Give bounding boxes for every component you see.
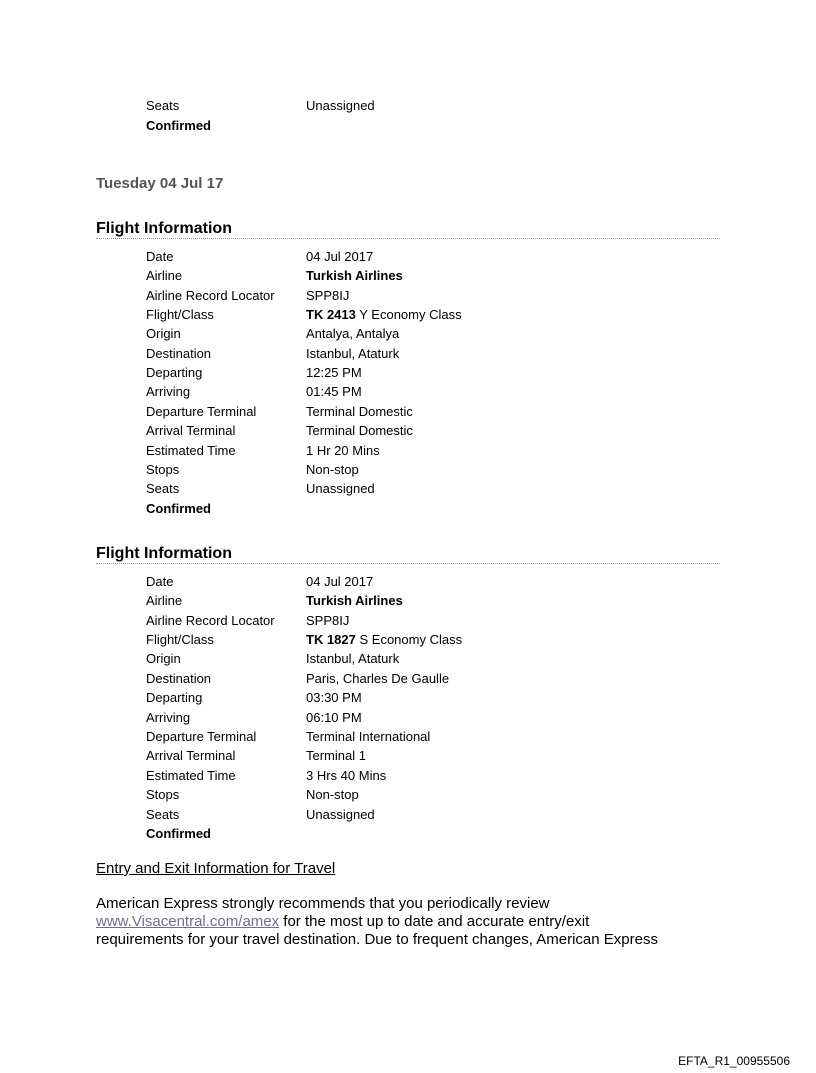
estimated-time-value: 3 Hrs 40 Mins <box>306 768 387 783</box>
document-id: EFTA_R1_00955506 <box>678 1054 790 1068</box>
fare-class: S Economy Class <box>355 632 463 647</box>
departure-terminal-label: Departure Terminal <box>146 404 257 419</box>
departure-terminal-label: Departure Terminal <box>146 729 257 744</box>
flight-class-label: Flight/Class <box>146 307 214 322</box>
stops-value: Non-stop <box>306 462 359 477</box>
arrival-terminal-value: Terminal Domestic <box>306 423 413 438</box>
flight-2-status: Confirmed <box>146 826 211 841</box>
flight-class-value <box>306 305 462 324</box>
date-value: 04 Jul 2017 <box>306 249 374 264</box>
seats-label: Seats <box>146 481 180 496</box>
entry-exit-line-1: American Express strongly recommends that you periodically review <box>96 895 550 912</box>
flight-number: TK 2413 <box>306 307 356 322</box>
airline-value: Turkish Airlines <box>306 593 403 608</box>
airline-label: Airline <box>146 268 183 283</box>
record-locator-label: Airline Record Locator <box>146 288 275 303</box>
origin-value: Istanbul, Ataturk <box>306 651 400 666</box>
airline-label: Airline <box>146 593 183 608</box>
arrival-terminal-label: Arrival Terminal <box>146 748 236 763</box>
arrival-terminal-value: Terminal 1 <box>306 748 366 763</box>
entry-exit-line-2 <box>96 913 736 931</box>
destination-label: Destination <box>146 671 212 686</box>
record-locator-label: Airline Record Locator <box>146 613 275 628</box>
flight-class-value <box>306 630 462 649</box>
departing-value: 03:30 PM <box>306 690 362 705</box>
origin-value: Antalya, Antalya <box>306 326 400 341</box>
stops-value: Non-stop <box>306 787 359 802</box>
origin-label: Origin <box>146 326 181 341</box>
flight-class-label: Flight/Class <box>146 632 214 647</box>
departing-label: Departing <box>146 365 203 380</box>
prev-status: Confirmed <box>146 118 211 133</box>
airline-value: Turkish Airlines <box>306 268 403 283</box>
day-heading: Tuesday 04 Jul 17 <box>96 175 224 192</box>
prev-seats-label: Seats <box>146 98 180 113</box>
destination-value: Paris, Charles De Gaulle <box>306 671 450 686</box>
arriving-value: 01:45 PM <box>306 384 362 399</box>
departure-terminal-value: Terminal Domestic <box>306 404 413 419</box>
fare-class: Y Economy Class <box>355 307 462 322</box>
date-label: Date <box>146 249 174 264</box>
record-locator-value: SPP8IJ <box>306 288 350 303</box>
estimated-time-label: Estimated Time <box>146 443 236 458</box>
estimated-time-label: Estimated Time <box>146 768 236 783</box>
departing-value: 12:25 PM <box>306 365 362 380</box>
arriving-label: Arriving <box>146 384 191 399</box>
record-locator-value: SPP8IJ <box>306 613 350 628</box>
entry-exit-line-2-text: for the most up to date and accurate entry/exit <box>279 913 590 930</box>
seats-value: Unassigned <box>306 807 375 822</box>
arriving-label: Arriving <box>146 710 191 725</box>
arriving-value: 06:10 PM <box>306 710 362 725</box>
entry-exit-line-3: requirements for your travel destination. Due to frequent changes, American Express <box>96 931 658 948</box>
date-value: 04 Jul 2017 <box>306 574 374 589</box>
flight-2-section-title: Flight Information <box>96 545 232 562</box>
estimated-time-value: 1 Hr 20 Mins <box>306 443 380 458</box>
flight-number: TK 1827 <box>306 632 356 647</box>
departure-terminal-value: Terminal International <box>306 729 431 744</box>
flight-1-status: Confirmed <box>146 501 211 516</box>
departing-label: Departing <box>146 690 203 705</box>
seats-label: Seats <box>146 807 180 822</box>
stops-label: Stops <box>146 787 180 802</box>
arrival-terminal-label: Arrival Terminal <box>146 423 236 438</box>
flight-2-divider <box>96 563 720 564</box>
destination-value: Istanbul, Ataturk <box>306 346 400 361</box>
entry-exit-title: Entry and Exit Information for Travel <box>96 860 336 877</box>
stops-label: Stops <box>146 462 180 477</box>
seats-value: Unassigned <box>306 481 375 496</box>
date-label: Date <box>146 574 174 589</box>
prev-seats-value: Unassigned <box>306 98 375 113</box>
flight-1-section-title: Flight Information <box>96 220 232 237</box>
visacentral-link[interactable]: www.Visacentral.com/amex <box>96 913 280 930</box>
origin-label: Origin <box>146 651 181 666</box>
flight-1-divider <box>96 238 720 239</box>
destination-label: Destination <box>146 346 212 361</box>
